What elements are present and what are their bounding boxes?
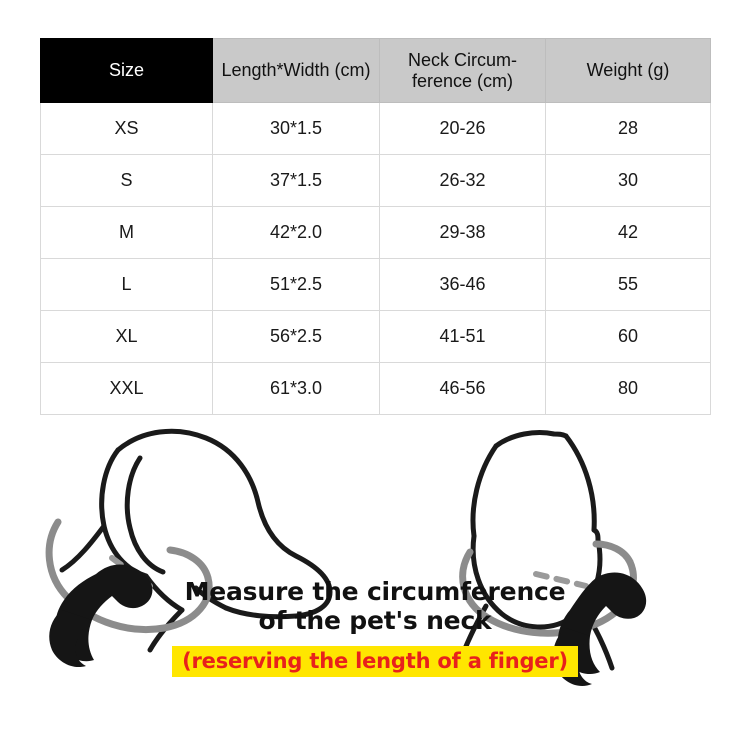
cell-size: XS — [41, 103, 213, 155]
cell-neck: 29-38 — [380, 207, 546, 259]
table-header — [41, 39, 711, 103]
cell-weight: 30 — [546, 155, 711, 207]
caption-block — [0, 578, 750, 677]
table-row — [41, 207, 711, 259]
cell-neck: 26-32 — [380, 155, 546, 207]
cell-size: L — [41, 259, 213, 311]
column-header-neck-circumference: Neck Circum-ference (cm) — [380, 39, 546, 103]
caption-line-2: of the pet's neck — [258, 605, 492, 635]
column-header-size: Size — [41, 39, 213, 103]
table-row — [41, 103, 711, 155]
column-header-weight: Weight (g) — [546, 39, 711, 103]
caption-highlight-note: (reserving the length of a finger) — [172, 646, 578, 677]
cell-weight: 55 — [546, 259, 711, 311]
cell-weight: 28 — [546, 103, 711, 155]
caption-line-1: Measure the circumference — [184, 577, 566, 606]
table-body — [41, 103, 711, 415]
cell-weight: 42 — [546, 207, 711, 259]
size-chart-table — [40, 38, 711, 415]
cell-size: XL — [41, 311, 213, 363]
cell-neck: 41-51 — [380, 311, 546, 363]
cell-length-width: 30*1.5 — [213, 103, 380, 155]
cell-neck: 20-26 — [380, 103, 546, 155]
table-row — [41, 259, 711, 311]
cell-neck: 36-46 — [380, 259, 546, 311]
cell-length-width: 56*2.5 — [213, 311, 380, 363]
cell-size: XXL — [41, 363, 213, 415]
cell-neck: 46-56 — [380, 363, 546, 415]
table-row — [41, 311, 711, 363]
size-chart-table-wrapper — [40, 38, 710, 415]
column-header-length-width: Length*Width (cm) — [213, 39, 380, 103]
cell-length-width: 51*2.5 — [213, 259, 380, 311]
cell-length-width: 61*3.0 — [213, 363, 380, 415]
cell-length-width: 37*1.5 — [213, 155, 380, 207]
cell-size: S — [41, 155, 213, 207]
table-header-row — [41, 39, 711, 103]
cell-size: M — [41, 207, 213, 259]
cell-weight: 60 — [546, 311, 711, 363]
table-row — [41, 155, 711, 207]
cell-length-width: 42*2.0 — [213, 207, 380, 259]
cell-weight: 80 — [546, 363, 711, 415]
table-row — [41, 363, 711, 415]
